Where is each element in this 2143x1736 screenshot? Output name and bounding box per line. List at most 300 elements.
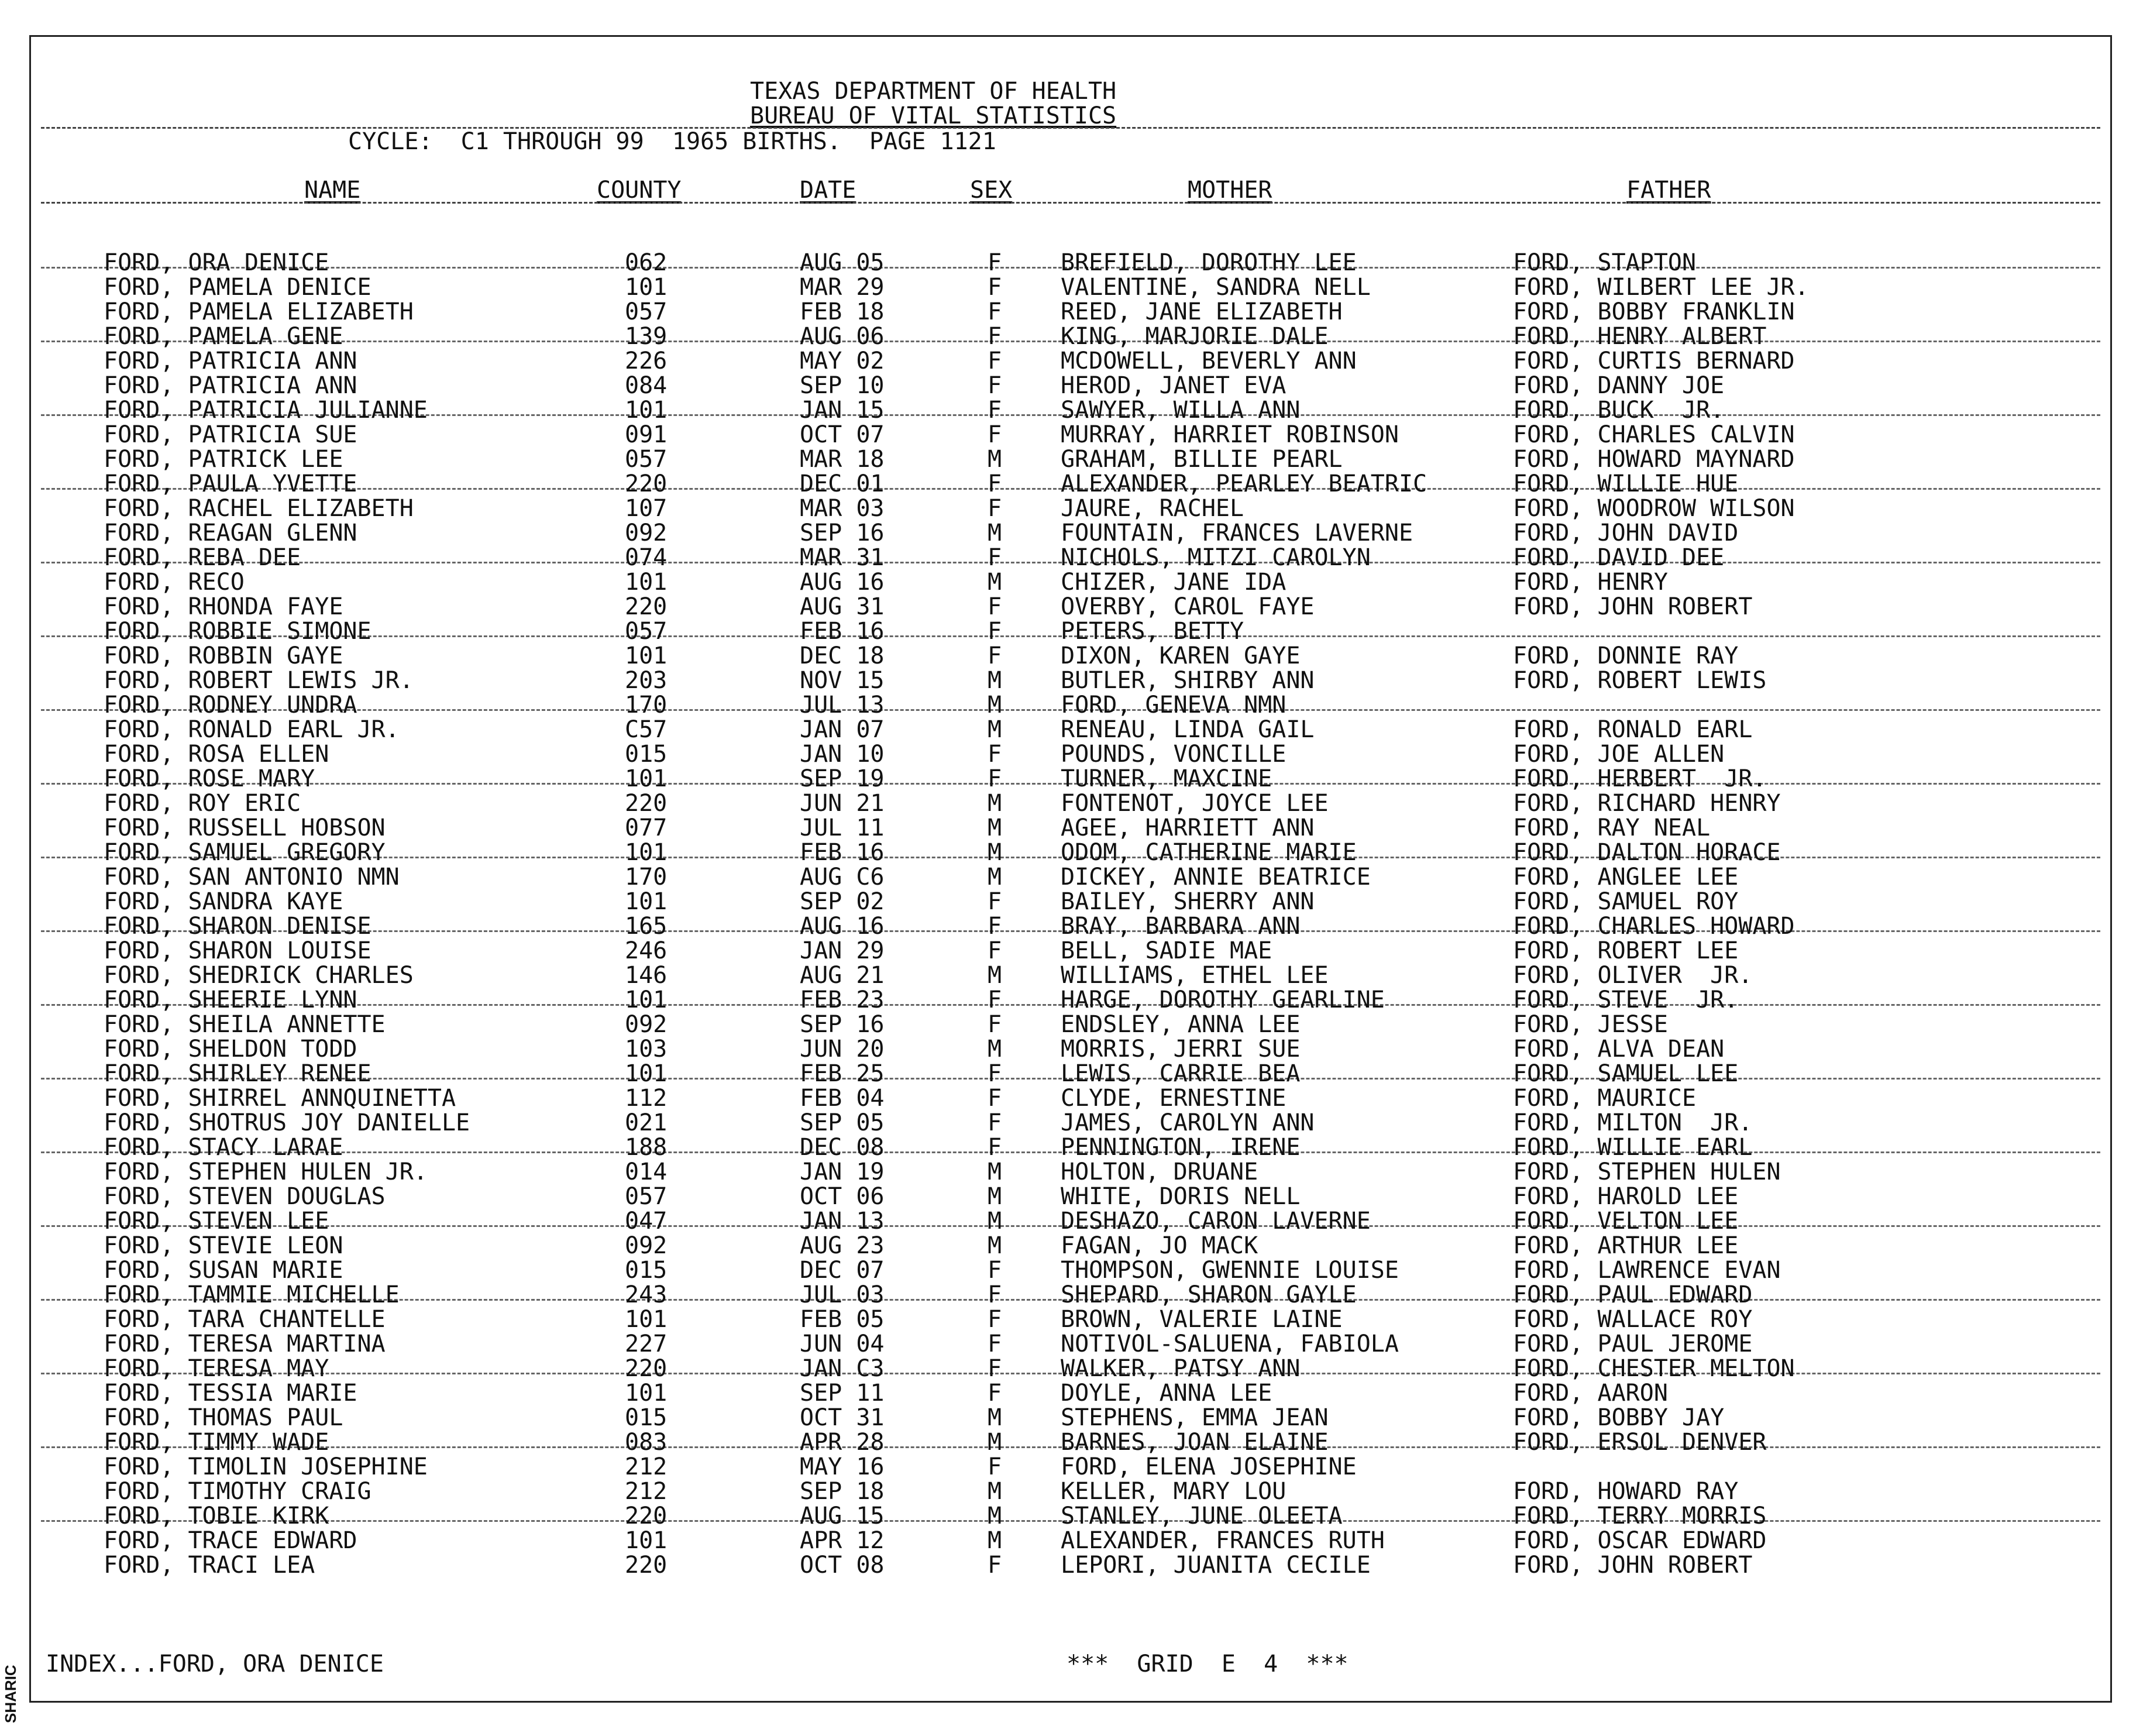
- name-cell: FORD, TARA CHANTELLE: [104, 1306, 386, 1333]
- name-cell: FORD, RECO: [104, 569, 245, 596]
- county-cell: 101: [625, 274, 668, 301]
- column-header-county: COUNTY: [597, 177, 682, 204]
- mother-cell: RENEAU, LINDA GAIL: [1061, 716, 1315, 743]
- sex-cell: M: [988, 1036, 1002, 1063]
- sex-cell: F: [988, 470, 1002, 497]
- county-cell: 243: [625, 1281, 668, 1308]
- date-cell: JUN 04: [800, 1331, 885, 1357]
- name-cell: FORD, ROSA ELLEN: [104, 741, 329, 768]
- name-cell: FORD, RACHEL ELIZABETH: [104, 495, 414, 522]
- father-cell: FORD, RICHARD HENRY: [1513, 790, 1781, 817]
- county-cell: 212: [625, 1453, 668, 1480]
- sex-cell: F: [988, 1281, 1002, 1308]
- table-row: [0, 668, 2143, 693]
- grid-footer: *** GRID E 4 ***: [1067, 1651, 1349, 1677]
- mother-cell: FORD, ELENA JOSEPHINE: [1061, 1453, 1357, 1480]
- table-row: [0, 1455, 2143, 1479]
- sex-cell: F: [988, 1306, 1002, 1333]
- table-row: [0, 1061, 2143, 1086]
- name-cell: FORD, SHARON LOUISE: [104, 937, 372, 964]
- county-cell: 220: [625, 593, 668, 620]
- date-cell: MAR 18: [800, 446, 885, 473]
- table-row: [0, 1405, 2143, 1430]
- sex-cell: F: [988, 1331, 1002, 1357]
- county-cell: 092: [625, 1232, 668, 1259]
- county-cell: 057: [625, 446, 668, 473]
- name-cell: FORD, SHEERIE LYNN: [104, 986, 357, 1013]
- mother-cell: PENNINGTON, IRENE: [1061, 1134, 1301, 1161]
- date-cell: OCT 06: [800, 1183, 885, 1210]
- name-cell: FORD, SHIRREL ANNQUINETTA: [104, 1085, 456, 1112]
- sex-cell: M: [988, 1429, 1002, 1456]
- father-cell: FORD, JESSE: [1513, 1011, 1668, 1038]
- mother-cell: TURNER, MAXCINE: [1061, 765, 1272, 792]
- date-cell: MAR 03: [800, 495, 885, 522]
- sex-cell: F: [988, 421, 1002, 448]
- father-cell: FORD, WILLIE EARL: [1513, 1134, 1753, 1161]
- father-cell: FORD, HERBERT JR.: [1513, 765, 1767, 792]
- name-cell: FORD, STEVEN DOUGLAS: [104, 1183, 386, 1210]
- father-cell: FORD, ERSOL DENVER: [1513, 1429, 1767, 1456]
- mother-cell: BRAY, BARBARA ANN: [1061, 913, 1301, 940]
- date-cell: OCT 08: [800, 1552, 885, 1579]
- sex-cell: F: [988, 298, 1002, 325]
- date-cell: FEB 16: [800, 839, 885, 866]
- date-cell: JAN 29: [800, 937, 885, 964]
- table-row: [0, 1430, 2143, 1455]
- county-cell: 047: [625, 1208, 668, 1235]
- date-cell: SEP 19: [800, 765, 885, 792]
- side-label: SHARIC: [2, 1665, 19, 1723]
- father-cell: FORD, HOWARD RAY: [1513, 1478, 1739, 1505]
- date-cell: FEB 18: [800, 298, 885, 325]
- father-cell: FORD, ARTHUR LEE: [1513, 1232, 1739, 1259]
- name-cell: FORD, SANDRA KAYE: [104, 888, 343, 915]
- county-cell: 077: [625, 814, 668, 841]
- county-cell: 101: [625, 1527, 668, 1554]
- county-cell: 101: [625, 642, 668, 669]
- mother-cell: SHEPARD, SHARON GAYLE: [1061, 1281, 1357, 1308]
- county-cell: 101: [625, 839, 668, 866]
- mother-cell: ALEXANDER, FRANCES RUTH: [1061, 1527, 1385, 1554]
- table-row: [0, 1086, 2143, 1111]
- county-cell: 220: [625, 790, 668, 817]
- county-cell: 057: [625, 618, 668, 645]
- sex-cell: M: [988, 790, 1002, 817]
- table-row: [0, 1160, 2143, 1184]
- mother-cell: FAGAN, JO MACK: [1061, 1232, 1258, 1259]
- name-cell: FORD, PAMELA GENE: [104, 323, 343, 350]
- mother-cell: SAWYER, WILLA ANN: [1061, 397, 1301, 424]
- father-cell: FORD, RONALD EARL: [1513, 716, 1753, 743]
- sex-cell: M: [988, 569, 1002, 596]
- mother-cell: BUTLER, SHIRBY ANN: [1061, 667, 1315, 694]
- sex-cell: F: [988, 1085, 1002, 1112]
- date-cell: JAN 13: [800, 1208, 885, 1235]
- column-header-name: NAME: [304, 177, 361, 204]
- name-cell: FORD, PATRICK LEE: [104, 446, 343, 473]
- name-cell: FORD, SHELDON TODD: [104, 1036, 357, 1063]
- name-cell: FORD, TRACI LEA: [104, 1552, 315, 1579]
- table-row: [0, 840, 2143, 865]
- date-cell: SEP 11: [800, 1380, 885, 1407]
- name-cell: FORD, STEVIE LEON: [104, 1232, 343, 1259]
- date-cell: AUG 16: [800, 913, 885, 940]
- table-row: [0, 472, 2143, 496]
- mother-cell: BELL, SADIE MAE: [1061, 937, 1272, 964]
- father-cell: FORD, LAWRENCE EVAN: [1513, 1257, 1781, 1284]
- county-cell: 057: [625, 298, 668, 325]
- name-cell: FORD, THOMAS PAUL: [104, 1404, 343, 1431]
- sex-cell: F: [988, 372, 1002, 399]
- name-cell: FORD, RUSSELL HOBSON: [104, 814, 386, 841]
- date-cell: DEC 01: [800, 470, 885, 497]
- mother-cell: STANLEY, JUNE OLEETA: [1061, 1503, 1343, 1529]
- name-cell: FORD, PATRICIA SUE: [104, 421, 357, 448]
- date-cell: JUL 11: [800, 814, 885, 841]
- mother-cell: DICKEY, ANNIE BEATRICE: [1061, 864, 1371, 891]
- county-cell: 165: [625, 913, 668, 940]
- sex-cell: F: [988, 888, 1002, 915]
- date-cell: MAR 31: [800, 544, 885, 571]
- county-cell: 139: [625, 323, 668, 350]
- name-cell: FORD, TAMMIE MICHELLE: [104, 1281, 400, 1308]
- father-cell: FORD, WALLACE ROY: [1513, 1306, 1753, 1333]
- column-header-father: FATHER: [1626, 177, 1711, 204]
- name-cell: FORD, REBA DEE: [104, 544, 301, 571]
- mother-cell: THOMPSON, GWENNIE LOUISE: [1061, 1257, 1399, 1284]
- county-cell: 188: [625, 1134, 668, 1161]
- county-cell: 220: [625, 1355, 668, 1382]
- county-cell: 015: [625, 1404, 668, 1431]
- name-cell: FORD, TOBIE KIRK: [104, 1503, 329, 1529]
- mother-cell: FORD, GENEVA NMN: [1061, 692, 1287, 719]
- father-cell: FORD, DALTON HORACE: [1513, 839, 1781, 866]
- mother-cell: NOTIVOL-SALUENA, FABIOLA: [1061, 1331, 1399, 1357]
- date-cell: AUG 16: [800, 569, 885, 596]
- county-cell: 092: [625, 1011, 668, 1038]
- sex-cell: F: [988, 913, 1002, 940]
- father-cell: FORD, HOWARD MAYNARD: [1513, 446, 1795, 473]
- table-row: [0, 521, 2143, 545]
- father-cell: FORD, MAURICE: [1513, 1085, 1697, 1112]
- sex-cell: M: [988, 716, 1002, 743]
- mother-cell: KING, MARJORIE DALE: [1061, 323, 1329, 350]
- father-cell: FORD, JOHN ROBERT: [1513, 1552, 1753, 1579]
- father-cell: FORD, JOHN DAVID: [1513, 520, 1739, 546]
- date-cell: APR 28: [800, 1429, 885, 1456]
- table-row: [0, 742, 2143, 766]
- date-cell: JUL 13: [800, 692, 885, 719]
- mother-cell: WALKER, PATSY ANN: [1061, 1355, 1301, 1382]
- mother-cell: HOLTON, DRUANE: [1061, 1159, 1258, 1185]
- mother-cell: BREFIELD, DOROTHY LEE: [1061, 249, 1357, 276]
- date-cell: AUG 21: [800, 962, 885, 989]
- county-cell: 014: [625, 1159, 668, 1185]
- bureau-title: BUREAU OF VITAL STATISTICS: [750, 102, 1117, 129]
- mother-cell: ALEXANDER, PEARLEY BEATRIC: [1061, 470, 1427, 497]
- name-cell: FORD, ROY ERIC: [104, 790, 301, 817]
- county-cell: 103: [625, 1036, 668, 1063]
- mother-cell: PETERS, BETTY: [1061, 618, 1244, 645]
- name-cell: FORD, STACY LARAE: [104, 1134, 343, 1161]
- county-cell: 092: [625, 520, 668, 546]
- sex-cell: M: [988, 446, 1002, 473]
- name-cell: FORD, PAMELA ELIZABETH: [104, 298, 414, 325]
- mother-cell: GRAHAM, BILLIE PEARL: [1061, 446, 1343, 473]
- date-cell: AUG 23: [800, 1232, 885, 1259]
- mother-cell: POUNDS, VONCILLE: [1061, 741, 1287, 768]
- table-row: [0, 963, 2143, 988]
- sex-cell: F: [988, 1011, 1002, 1038]
- column-header-mother: MOTHER: [1188, 177, 1272, 204]
- county-cell: 091: [625, 421, 668, 448]
- date-cell: MAR 29: [800, 274, 885, 301]
- father-cell: FORD, HAROLD LEE: [1513, 1183, 1739, 1210]
- county-cell: 101: [625, 1306, 668, 1333]
- mother-cell: BROWN, VALERIE LAINE: [1061, 1306, 1343, 1333]
- county-cell: 170: [625, 864, 668, 891]
- county-cell: 101: [625, 397, 668, 424]
- table-row: [0, 988, 2143, 1012]
- table-row: [0, 791, 2143, 816]
- name-cell: FORD, PAMELA DENICE: [104, 274, 372, 301]
- table-row: [0, 545, 2143, 570]
- county-cell: 021: [625, 1109, 668, 1136]
- date-cell: NOV 15: [800, 667, 885, 694]
- date-cell: AUG 15: [800, 1503, 885, 1529]
- county-cell: 107: [625, 495, 668, 522]
- mother-cell: CLYDE, ERNESTINE: [1061, 1085, 1287, 1112]
- table-row: [0, 1479, 2143, 1504]
- date-cell: FEB 23: [800, 986, 885, 1013]
- mother-cell: HARGE, DOROTHY GEARLINE: [1061, 986, 1385, 1013]
- sex-cell: M: [988, 1503, 1002, 1529]
- county-cell: 220: [625, 470, 668, 497]
- name-cell: FORD, PATRICIA JULIANNE: [104, 397, 428, 424]
- name-cell: FORD, REAGAN GLENN: [104, 520, 357, 546]
- mother-cell: JAMES, CAROLYN ANN: [1061, 1109, 1315, 1136]
- mother-cell: DIXON, KAREN GAYE: [1061, 642, 1301, 669]
- county-cell: 112: [625, 1085, 668, 1112]
- father-cell: FORD, ALVA DEAN: [1513, 1036, 1725, 1063]
- table-row: [0, 717, 2143, 742]
- mother-cell: JAURE, RACHEL: [1061, 495, 1244, 522]
- mother-cell: LEWIS, CARRIE BEA: [1061, 1060, 1301, 1087]
- date-cell: SEP 18: [800, 1478, 885, 1505]
- mother-cell: MORRIS, JERRI SUE: [1061, 1036, 1301, 1063]
- name-cell: FORD, PATRICIA ANN: [104, 372, 357, 399]
- county-cell: 220: [625, 1552, 668, 1579]
- column-header-date: DATE: [800, 177, 856, 204]
- table-row: [0, 594, 2143, 619]
- county-cell: 101: [625, 1380, 668, 1407]
- sex-cell: F: [988, 1109, 1002, 1136]
- father-cell: FORD, JOHN ROBERT: [1513, 593, 1753, 620]
- table-row: [0, 1356, 2143, 1381]
- sex-cell: F: [988, 397, 1002, 424]
- father-cell: FORD, HENRY ALBERT: [1513, 323, 1767, 350]
- mother-cell: NICHOLS, MITZI CAROLYN: [1061, 544, 1371, 571]
- county-cell: 101: [625, 888, 668, 915]
- mother-cell: STEPHENS, EMMA JEAN: [1061, 1404, 1329, 1431]
- sex-cell: M: [988, 667, 1002, 694]
- header-divider-bottom: [41, 202, 2100, 204]
- sex-cell: F: [988, 765, 1002, 792]
- table-row: [0, 766, 2143, 791]
- table-row: [0, 1258, 2143, 1283]
- date-cell: FEB 04: [800, 1085, 885, 1112]
- sex-cell: M: [988, 839, 1002, 866]
- father-cell: FORD, CHARLES HOWARD: [1513, 913, 1795, 940]
- mother-cell: LEPORI, JUANITA CECILE: [1061, 1552, 1371, 1579]
- mother-cell: OVERBY, CAROL FAYE: [1061, 593, 1315, 620]
- column-header-sex: SEX: [970, 177, 1013, 204]
- father-cell: FORD, OLIVER JR.: [1513, 962, 1753, 989]
- name-cell: FORD, TERESA MAY: [104, 1355, 329, 1382]
- county-cell: 220: [625, 1503, 668, 1529]
- county-cell: 062: [625, 249, 668, 276]
- date-cell: OCT 07: [800, 421, 885, 448]
- name-cell: FORD, SHEILA ANNETTE: [104, 1011, 386, 1038]
- table-row: [0, 816, 2143, 840]
- table-row: [0, 1209, 2143, 1233]
- father-cell: FORD, DONNIE RAY: [1513, 642, 1739, 669]
- name-cell: FORD, ROBBIN GAYE: [104, 642, 343, 669]
- father-cell: FORD, DAVID DEE: [1513, 544, 1725, 571]
- father-cell: FORD, CHESTER MELTON: [1513, 1355, 1795, 1382]
- mother-cell: CHIZER, JANE IDA: [1061, 569, 1287, 596]
- sex-cell: F: [988, 348, 1002, 374]
- table-row: [0, 275, 2143, 300]
- table-row: [0, 496, 2143, 521]
- table-row: [0, 349, 2143, 373]
- sex-cell: M: [988, 692, 1002, 719]
- table-row: [0, 398, 2143, 422]
- date-cell: JUL 03: [800, 1281, 885, 1308]
- name-cell: FORD, TIMOTHY CRAIG: [104, 1478, 372, 1505]
- sex-cell: F: [988, 249, 1002, 276]
- father-cell: FORD, ANGLEE LEE: [1513, 864, 1739, 891]
- table-row: [0, 324, 2143, 349]
- county-cell: C57: [625, 716, 668, 743]
- index-footer: INDEX...FORD, ORA DENICE: [46, 1651, 384, 1677]
- father-cell: FORD, BOBBY FRANKLIN: [1513, 298, 1795, 325]
- sex-cell: F: [988, 1453, 1002, 1480]
- mother-cell: AGEE, HARRIETT ANN: [1061, 814, 1315, 841]
- county-cell: 057: [625, 1183, 668, 1210]
- mother-cell: FOUNTAIN, FRANCES LAVERNE: [1061, 520, 1413, 546]
- father-cell: FORD, WILLIE HUE: [1513, 470, 1739, 497]
- table-row: [0, 1553, 2143, 1577]
- mother-cell: ODOM, CATHERINE MARIE: [1061, 839, 1357, 866]
- sex-cell: F: [988, 323, 1002, 350]
- mother-cell: WHITE, DORIS NELL: [1061, 1183, 1301, 1210]
- table-row: [0, 1184, 2143, 1209]
- name-cell: FORD, SHIRLEY RENEE: [104, 1060, 372, 1087]
- date-cell: JUN 20: [800, 1036, 885, 1063]
- name-cell: FORD, TRACE EDWARD: [104, 1527, 357, 1554]
- cycle-line: CYCLE: C1 THROUGH 99 1965 BIRTHS. PAGE 1121: [348, 128, 996, 155]
- date-cell: JAN 07: [800, 716, 885, 743]
- sex-cell: M: [988, 520, 1002, 546]
- father-cell: FORD, PAUL JEROME: [1513, 1331, 1753, 1357]
- county-cell: 101: [625, 569, 668, 596]
- county-cell: 101: [625, 986, 668, 1013]
- name-cell: FORD, ROSE MARY: [104, 765, 315, 792]
- name-cell: FORD, SHOTRUS JOY DANIELLE: [104, 1109, 470, 1136]
- sex-cell: M: [988, 1208, 1002, 1235]
- date-cell: JAN C3: [800, 1355, 885, 1382]
- sex-cell: M: [988, 962, 1002, 989]
- table-row: [0, 1283, 2143, 1307]
- county-cell: 146: [625, 962, 668, 989]
- county-cell: 246: [625, 937, 668, 964]
- father-cell: FORD, SAMUEL ROY: [1513, 888, 1739, 915]
- mother-cell: REED, JANE ELIZABETH: [1061, 298, 1343, 325]
- sex-cell: M: [988, 1183, 1002, 1210]
- sex-cell: M: [988, 1478, 1002, 1505]
- mother-cell: FONTENOT, JOYCE LEE: [1061, 790, 1329, 817]
- mother-cell: BAILEY, SHERRY ANN: [1061, 888, 1315, 915]
- father-cell: FORD, BUCK JR.: [1513, 397, 1725, 424]
- father-cell: FORD, SAMUEL LEE: [1513, 1060, 1739, 1087]
- father-cell: FORD, TERRY MORRIS: [1513, 1503, 1767, 1529]
- name-cell: FORD, TIMOLIN JOSEPHINE: [104, 1453, 428, 1480]
- name-cell: FORD, SHEDRICK CHARLES: [104, 962, 414, 989]
- county-cell: 083: [625, 1429, 668, 1456]
- date-cell: SEP 16: [800, 1011, 885, 1038]
- date-cell: SEP 10: [800, 372, 885, 399]
- county-cell: 101: [625, 1060, 668, 1087]
- father-cell: FORD, STEPHEN HULEN: [1513, 1159, 1781, 1185]
- father-cell: FORD, ROBERT LEWIS: [1513, 667, 1767, 694]
- father-cell: FORD, RAY NEAL: [1513, 814, 1711, 841]
- sex-cell: M: [988, 1527, 1002, 1554]
- sex-cell: M: [988, 1232, 1002, 1259]
- father-cell: FORD, STAPTON: [1513, 249, 1697, 276]
- table-row: [0, 889, 2143, 914]
- name-cell: FORD, STEVEN LEE: [104, 1208, 329, 1235]
- date-cell: MAY 02: [800, 348, 885, 374]
- table-row: [0, 250, 2143, 275]
- date-cell: JAN 19: [800, 1159, 885, 1185]
- table-row: [0, 1504, 2143, 1528]
- table-row: [0, 1233, 2143, 1258]
- name-cell: FORD, SUSAN MARIE: [104, 1257, 343, 1284]
- name-cell: FORD, RODNEY UNDRA: [104, 692, 357, 719]
- county-cell: 170: [625, 692, 668, 719]
- mother-cell: VALENTINE, SANDRA NELL: [1061, 274, 1371, 301]
- father-cell: FORD, JOE ALLEN: [1513, 741, 1725, 768]
- sex-cell: F: [988, 1552, 1002, 1579]
- date-cell: JAN 10: [800, 741, 885, 768]
- table-row: [0, 693, 2143, 717]
- sex-cell: F: [988, 593, 1002, 620]
- county-cell: 226: [625, 348, 668, 374]
- name-cell: FORD, SAN ANTONIO NMN: [104, 864, 400, 891]
- name-cell: FORD, PATRICIA ANN: [104, 348, 357, 374]
- name-cell: FORD, TERESA MARTINA: [104, 1331, 386, 1357]
- table-row: [0, 939, 2143, 963]
- sex-cell: F: [988, 986, 1002, 1013]
- date-cell: SEP 05: [800, 1109, 885, 1136]
- date-cell: AUG 31: [800, 593, 885, 620]
- sex-cell: M: [988, 1159, 1002, 1185]
- sex-cell: F: [988, 274, 1002, 301]
- county-cell: 101: [625, 765, 668, 792]
- name-cell: FORD, STEPHEN HULEN JR.: [104, 1159, 428, 1185]
